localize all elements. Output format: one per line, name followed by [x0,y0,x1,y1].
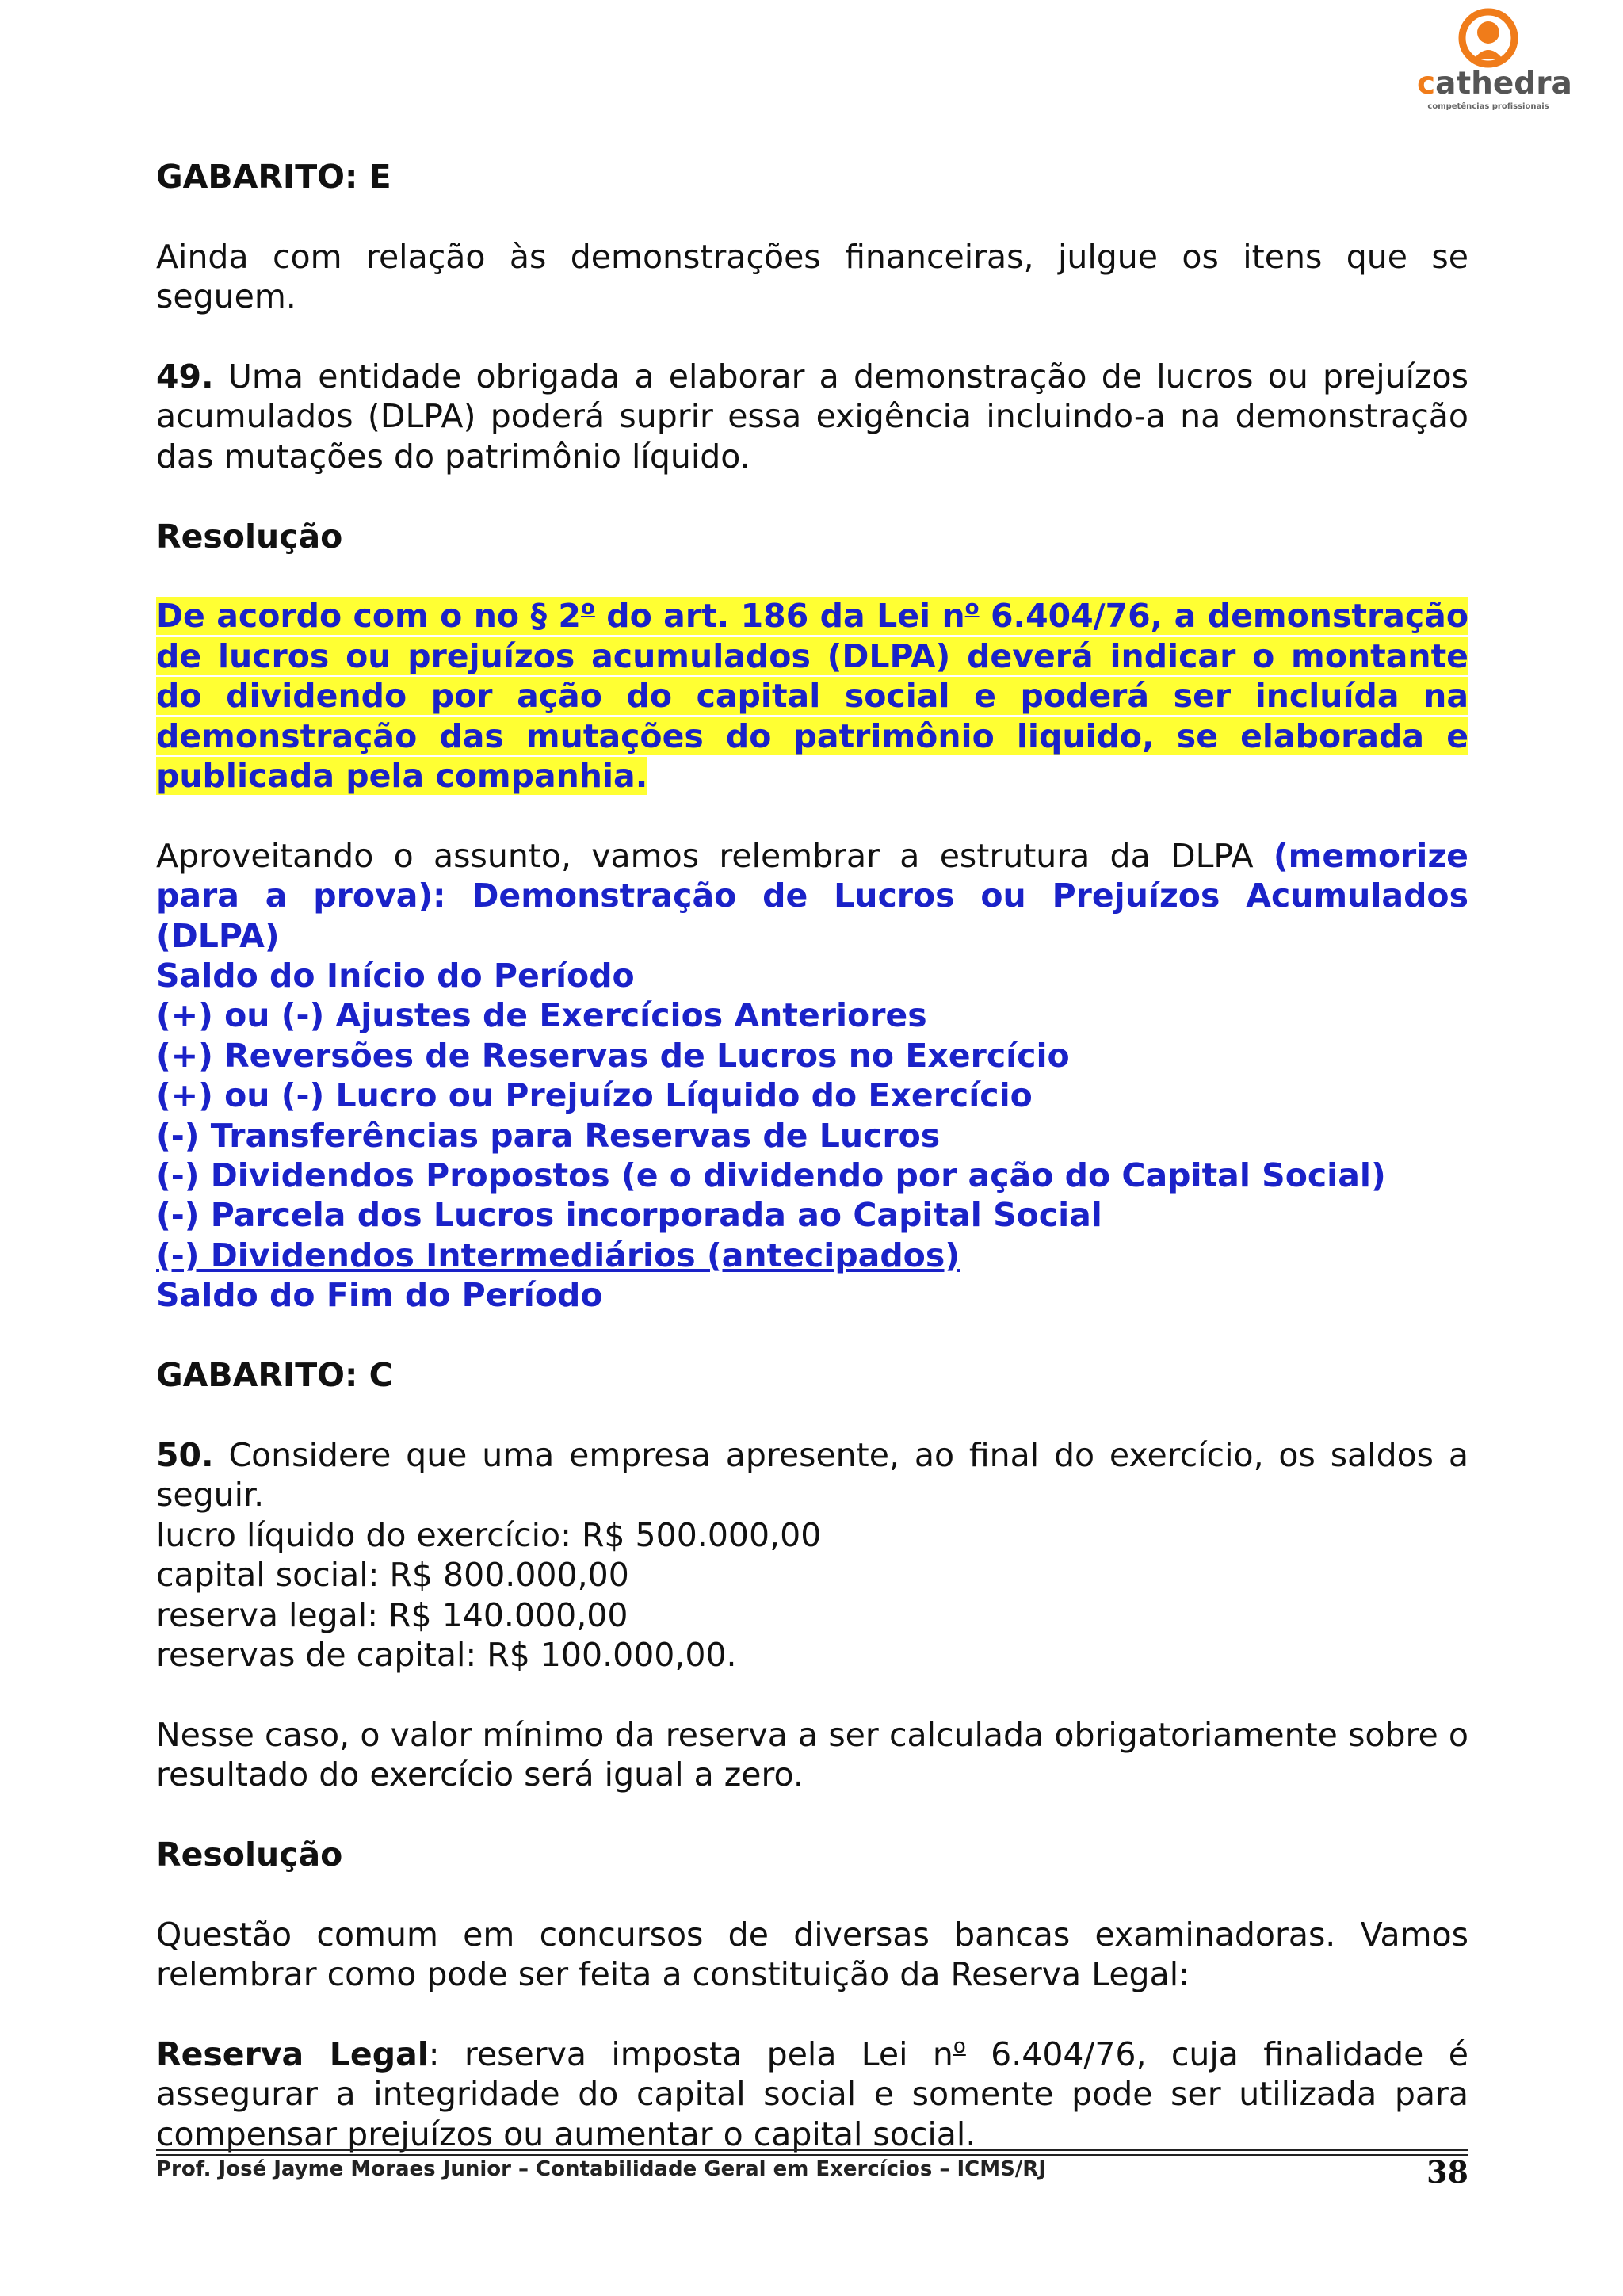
resolution-49: De acordo com o no § 2$^o$ do art. 186 da Lei $n^o$ 6.404/76, a demonstração de lucros ou prejuízos acumulados (DLPA) deverá indicar o montante do dividendo por ação do capital social e poderá ser incluída na demonstração das mutações do patrimônio liquido, se elaborada e publicada pela companhia. [156,596,1469,796]
dlpa-item: (-) Parcela dos Lucros incorporada ao Capital Social [156,1196,1102,1235]
reserva-legal-paragraph: Reserva Legal: reserva imposta pela Lei $n^o$ 6.404/76, cuja finalidade é assegurar a integridade do capital social e somente pode ser utilizada para compensar prejuízos ou aumentar o capital social. [156,2034,1468,2153]
gabarito-c: GABARITO: C [156,1356,393,1395]
dlpa-item: (+) ou (-) Lucro ou Prejuízo Líquido do Exercício [156,1076,1033,1115]
dlpa-structure-list [156,956,1468,1316]
question-50 [156,1435,1468,1515]
footer-rule [156,2149,1468,2151]
question-text: Uma entidade obrigada a elaborar a demonstração de lucros ou prejuízos acumulados (DLPA) poderá suprir essa exigência incluindo-a na demonstração das mutações do patrimônio líquido. [156,357,1468,476]
dlpa-item: (-) Dividendos Intermediários (antecipados) [156,1236,960,1274]
balance-line: lucro líquido do exercício: R$ 500.000,00 [156,1515,822,1554]
resolution-50: Questão comum em concursos de diversas bancas examinadoras. Vamos relembrar como pode ser feita a constituição da Reserva Legal: [156,1915,1468,1994]
logo-subtitle: competências profissionais [1427,102,1549,111]
question-text: Considere que uma empresa apresente, ao final do exercício, os saldos a seguir. [156,1435,1468,1515]
balance-line: reservas de capital: R$ 100.000,00. [156,1635,737,1674]
person-circle-icon [1457,6,1520,70]
dlpa-intro: Aproveitando o assunto, vamos relembrar a estrutura da DLPA (memorize para a prova): Demonstração de Lucros ou Prejuízos Acumulados (DLPA) [156,836,1468,955]
dlpa-item: (-) Transferências para Reservas de Lucros [156,1116,941,1155]
logo-wordmark: cathedra [1417,66,1572,101]
page-number: 38 [1426,2154,1468,2190]
intro-paragraph: Ainda com relação às demonstrações financeiras, julgue os itens que se seguem. [156,237,1468,316]
dlpa-item: Saldo do Fim do Período [156,1276,603,1315]
balance-line: capital social: R$ 800.000,00 [156,1556,629,1595]
gabarito-e: GABARITO: E [156,158,391,196]
cathedra-logo [1412,6,1572,111]
dlpa-item: (+) ou (-) Ajustes de Exercícios Anteriores [156,996,927,1035]
dlpa-item: (-) Dividendos Propostos (e o dividendo por ação do Capital Social) [156,1156,1386,1195]
footer-author: Prof. José Jayme Moraes Junior – Contabilidade Geral em Exercícios – ICMS/RJ [156,2157,1046,2181]
resolucao-heading: Resolução [156,517,343,556]
question-number: 49. [156,357,214,395]
resolucao-heading: Resolução [156,1835,343,1874]
document-body [156,157,1468,2154]
reserva-legal-label: Reserva Legal [156,2034,429,2073]
question-50-statement: Nesse caso, o valor mínimo da reserva a ser calculada obrigatoriamente sobre o resultado do exercício será igual a zero. [156,1715,1468,1794]
balance-line: reserva legal: R$ 140.000,00 [156,1595,628,1634]
question-number: 50. [156,1435,214,1474]
footer-rule [156,2154,1468,2156]
question-49 [156,357,1468,476]
dlpa-item: (+) Reversões de Reservas de Lucros no Exercício [156,1036,1070,1075]
dlpa-item: Saldo do Início do Período [156,957,635,995]
